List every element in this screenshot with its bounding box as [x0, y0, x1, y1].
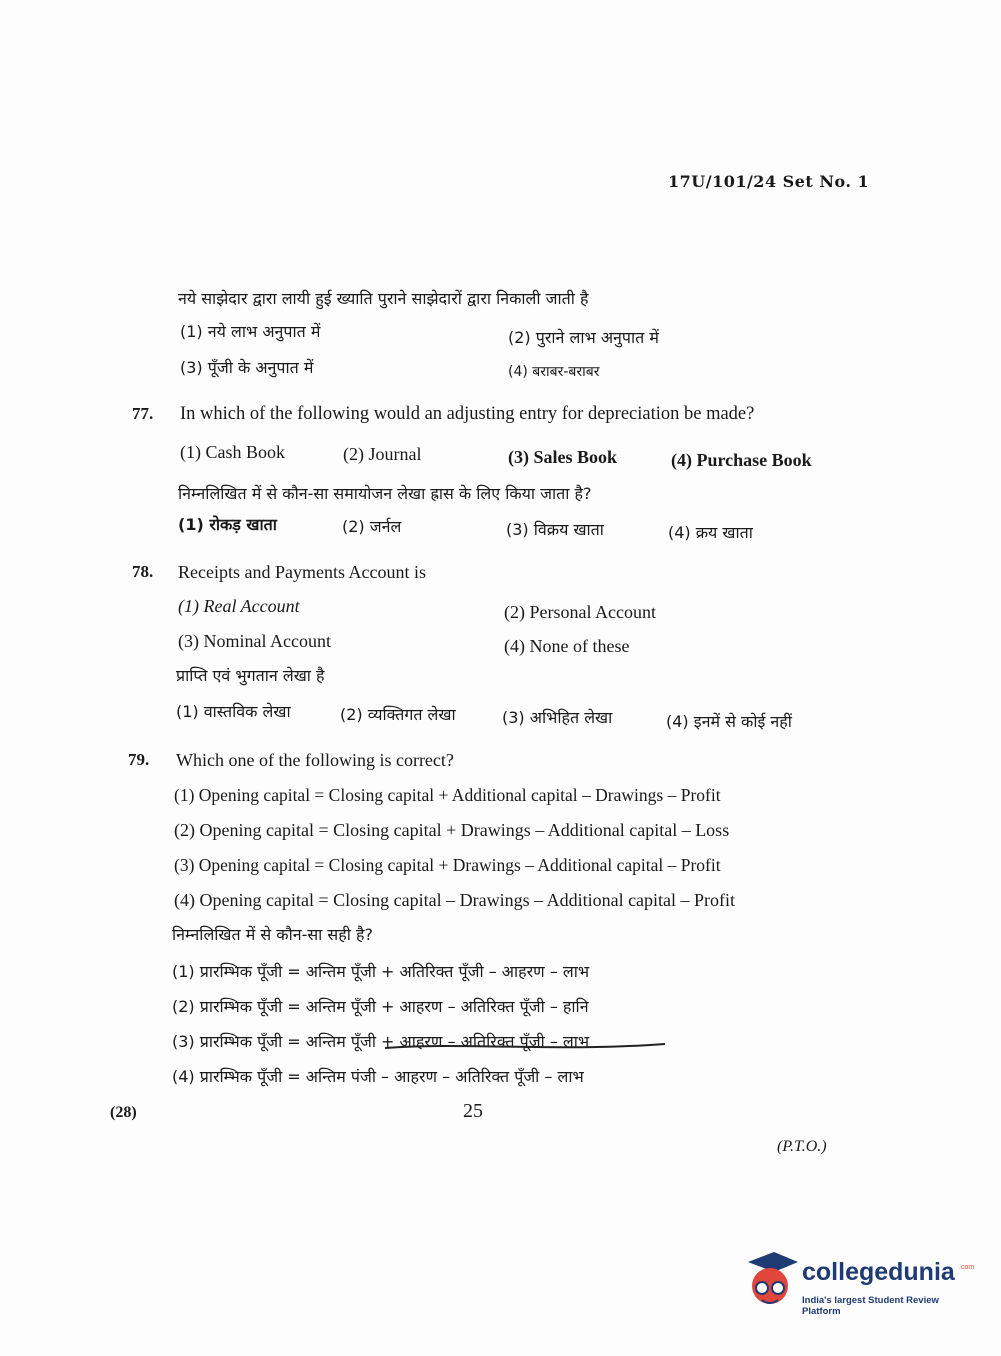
q78-stem-en: Receipts and Payments Account is: [178, 562, 426, 582]
q77-number: 77.: [132, 404, 154, 423]
q77-option-4-en: (4) Purchase Book: [671, 450, 812, 470]
q76-option-3-hi: (3) पूँजी के अनुपात में: [180, 358, 314, 377]
q77-option-1-hi: (1) रोकड़ खाता: [178, 515, 277, 534]
pto-label: (P.T.O.): [777, 1138, 827, 1155]
q76-option-4-hi: (4) बराबर-बराबर: [508, 364, 600, 380]
q78-option-1-hi: (1) वास्तविक लेखा: [176, 702, 291, 721]
q78-option-4-hi: (4) इनमें से कोई नहीं: [666, 712, 792, 731]
q79-option-4-en: (4) Opening capital = Closing capital – Drawings – Additional capital – Profit: [174, 890, 736, 910]
q79-option-3-en: (3) Opening capital = Closing capital + Drawings – Additional capital – Profit: [174, 855, 721, 875]
q77-option-1-en: (1) Cash Book: [180, 442, 285, 462]
q79-number: 79.: [128, 750, 150, 769]
q78-option-3-hi: (3) अभिहित लेखा: [502, 708, 613, 727]
q76-stem-hi: नये साझेदार द्वारा लायी हुई ख्याति पुराने साझेदारों द्वारा निकाली जाती है: [178, 289, 589, 308]
q77-option-3-hi: (3) विक्रय खाता: [506, 520, 604, 539]
q79-option-4-hi: (4) प्रारम्भिक पूँजी = अन्तिम पंजी – आहरण – अतिरिक्त पूँजी – लाभ: [172, 1067, 584, 1086]
logo-tagline: India's largest Student Review Platform: [802, 1295, 939, 1317]
q79-option-3-hi: (3) प्रारम्भिक पूँजी = अन्तिम पूँजी + आहरण – अतिरिक्त पूँजी – लाभ: [172, 1032, 590, 1051]
mascot-icon: [740, 1250, 798, 1312]
logo-suffix: .com: [959, 1264, 975, 1271]
q79-option-2-hi: (2) प्रारम्भिक पूँजी = अन्तिम पूँजी + आहरण – अतिरिक्त पूँजी – हानि: [172, 997, 589, 1016]
q78-option-2-hi: (2) व्यक्तिगत लेखा: [340, 705, 456, 724]
q77-stem-hi: निम्नलिखित में से कौन-सा समायोजन लेखा ह्रास के लिए किया जाता है?: [178, 484, 592, 503]
footer-code: (28): [110, 1104, 137, 1121]
q78-option-1-en: (1) Real Account: [178, 596, 300, 616]
q78-option-4-en: (4) None of these: [504, 636, 630, 656]
logo-wordmark: collegedunia: [802, 1258, 955, 1286]
q79-stem-en: Which one of the following is correct?: [176, 750, 454, 770]
q77-stem-en: In which of the following would an adjusting entry for depreciation be made?: [180, 404, 755, 424]
q77-option-3-en: (3) Sales Book: [508, 447, 618, 467]
q79-option-1-en: (1) Opening capital = Closing capital + Additional capital – Drawings – Profit: [174, 785, 721, 805]
page-number: 25: [463, 1100, 483, 1122]
q78-stem-hi: प्राप्ति एवं भुगतान लेखा है: [176, 666, 325, 685]
q79-option-2-en: (2) Opening capital = Closing capital + Drawings – Additional capital – Loss: [174, 820, 730, 840]
pen-strike-mark: [380, 1034, 670, 1056]
q79-option-1-hi: (1) प्रारम्भिक पूँजी = अन्तिम पूँजी + अतिरिक्त पूँजी – आहरण – लाभ: [172, 962, 590, 981]
q77-option-2-hi: (2) जर्नल: [342, 517, 402, 536]
q79-stem-hi: निम्नलिखित में से कौन-सा सही है?: [172, 925, 373, 944]
q78-option-2-en: (2) Personal Account: [504, 602, 656, 622]
collegedunia-logo: [740, 1250, 975, 1320]
q78-option-3-en: (3) Nominal Account: [178, 631, 331, 651]
q76-option-1-hi: (1) नये लाभ अनुपात में: [180, 322, 321, 341]
q77-option-4-hi: (4) क्रय खाता: [668, 523, 753, 542]
q77-option-2-en: (2) Journal: [343, 444, 422, 464]
set-code: 17U/101/24 Set No. 1: [668, 172, 870, 191]
q76-option-2-hi: (2) पुराने लाभ अनुपात में: [508, 328, 659, 347]
q78-number: 78.: [132, 562, 154, 581]
